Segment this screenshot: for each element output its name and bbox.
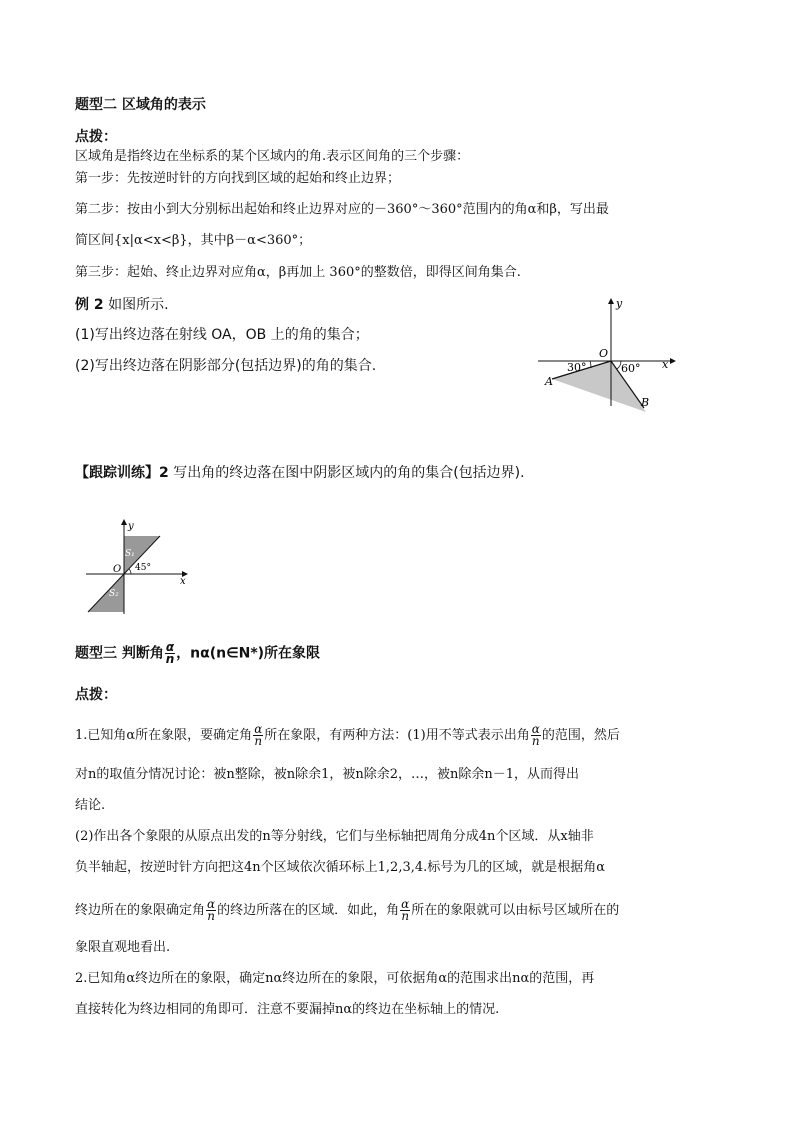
label-y: y (616, 297, 623, 310)
label-x: x (662, 358, 669, 371)
angle-arc-45 (129, 569, 131, 574)
section3-p1-line-2: 对n的取值分情况讨论：被n整除，被n除余1，被n除余2，…，被n除余n－1，从而得出 (75, 767, 580, 782)
practice-2-line (75, 464, 525, 482)
section2-tip-line-5: 第三步：起始、终止边界对应角α，β再加上 360°的整数倍，即得区间角集合. (75, 265, 521, 280)
fraction-alpha-over-n: $\frac{\alpha}{n}$ (165, 640, 175, 666)
y-axis-arrow-icon (121, 519, 127, 525)
section2-tip-line-4: 简区间{x|α<x<β}，其中β－α<360°； (75, 233, 312, 248)
example-2-item-1: (1)写出终边落在射线 OA，OB 上的角的集合； (75, 327, 369, 343)
fraction-alpha-over-n: $\frac{\alpha}{n}$ (531, 722, 540, 748)
fraction-alpha-over-n: $\frac{\alpha}{n}$ (401, 897, 410, 923)
section2-title: 题型二 区域角的表示 (75, 97, 206, 113)
section3-title-prefix: 题型三 判断角 (75, 645, 164, 662)
section2-tip-line-1: 区域角是指终边在坐标系的某个区域内的角.表示区间角的三个步骤： (75, 149, 470, 164)
example-2-label: 例 2 (75, 297, 104, 313)
example-2-item-2: (2)写出终边落在阴影部分(包括边界)的角的集合. (75, 358, 377, 374)
example-2-intro: 如图所示. (108, 297, 169, 313)
label-angle-60: 60° (621, 362, 641, 375)
figure-shaded-s1-s2 (84, 518, 190, 616)
section3-p2-line-4: 象限直观地看出. (75, 940, 171, 955)
section2-tip-line-2: 第一步：先按逆时针的方向找到区域的起始和终止边界； (75, 171, 401, 186)
section2-tip-label: 点拨： (75, 129, 117, 145)
label-origin: O (599, 347, 609, 360)
section3-p1-line-3: 结论. (75, 798, 106, 813)
label-angle-45: 45° (135, 563, 151, 573)
section3-tip-label: 点拨： (75, 687, 117, 703)
label-origin: O (113, 564, 122, 575)
label-angle-30: 30° (567, 361, 587, 374)
practice-2-text: 写出角的终边落在图中阴影区域内的角的集合(包括边界). (168, 465, 525, 481)
section3-p2-line-1: (2)作出各个象限的从原点出发的n等分射线，它们与坐标轴把周角分成4n个区域．从x轴非 (75, 829, 594, 844)
section3-p2-line-2: 负半轴起，按逆时针方向把这4n个区域依次循环标上1,2,3,4.标号为几的区域，就是根据角α (75, 860, 606, 875)
section3-p2-line-3: 终边所在的象限确定角 $\frac{\alpha}{n}$ 的终边所落在的区域．如此，角 $\frac{\alpha}{n}$ 所在的象限就可以由标号区域所在的 (75, 897, 620, 923)
example-2-heading (75, 296, 169, 314)
practice-2-label: 【跟踪训练】2 (75, 465, 169, 481)
section3-title-suffix: ，nα(n∈N*)所在象限 (176, 645, 321, 662)
section3-p3-line-1: 2.已知角α终边所在的象限，确定nα终边所在的象限，可依据角α的范围求出nα的范围，再 (75, 971, 595, 986)
label-a: A (545, 375, 553, 388)
figure-rays-oa-ob (538, 296, 678, 412)
section2-tip-line-3: 第二步：按由小到大分别标出起始和终止边界对应的－360°～360°范围内的角α和β，写出最 (75, 202, 609, 217)
section3-p3-line-2: 直接转化为终边相同的角即可．注意不要漏掉nα的终边在坐标轴上的情况. (75, 1002, 500, 1017)
label-x: x (180, 576, 186, 587)
label-b: B (641, 396, 650, 409)
label-y: y (128, 521, 134, 532)
fraction-alpha-over-n: $\frac{\alpha}{n}$ (254, 722, 263, 748)
section3-p1-line-1: 1.已知角α所在象限，要确定角 $\frac{\alpha}{n}$ 所在象限，有两种方法：(1)用不等式表示出角 $\frac{\alpha}{n}$ 的范围，然后 (75, 722, 620, 748)
x-axis-arrow-icon (670, 358, 676, 364)
y-axis-arrow-icon (608, 298, 614, 304)
fraction-alpha-over-n: $\frac{\alpha}{n}$ (207, 897, 216, 923)
label-s1: S₁ (125, 549, 135, 559)
section3-title (75, 642, 320, 665)
label-s2: S₂ (109, 589, 119, 599)
